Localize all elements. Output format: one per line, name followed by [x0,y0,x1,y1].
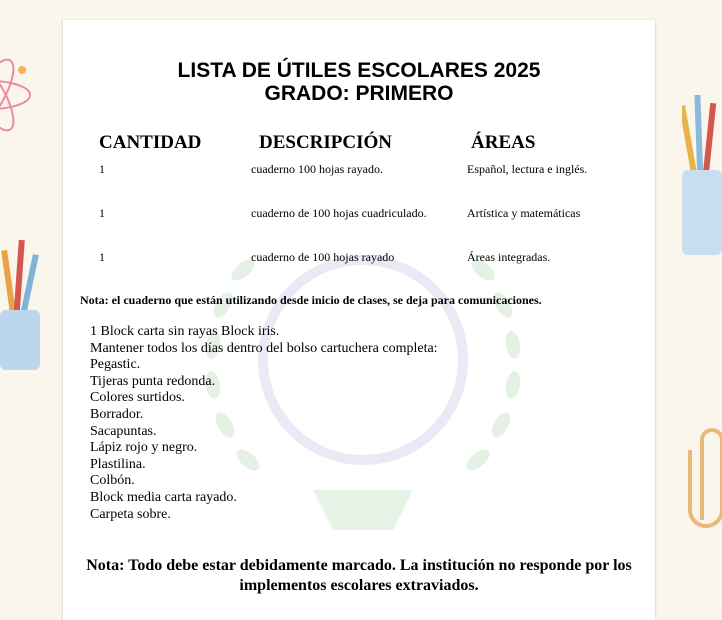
list-item: 1 Block carta sin rayas Block iris. [90,324,280,339]
grade-title: GRADO: PRIMERO [264,82,454,105]
notebook-note: Nota: el cuaderno que están utilizando desde inicio de clases, se deja para comunicaciones. [80,293,542,307]
cell-descripcion: cuaderno de 100 hojas rayado [251,250,395,264]
header-descripcion: DESCRIPCIÓN [259,132,393,153]
cell-areas: Artística y matemáticas [467,206,581,220]
cell-descripcion: cuaderno de 100 hojas cuadriculado. [251,206,427,220]
list-item: Mantener todos los días dentro del bolso cartuchera completa: [90,340,438,356]
list-item: Colbón. [90,473,135,489]
cell-cantidad: 1 [99,250,105,264]
list-item: Tijeras punta redonda. [90,373,216,389]
list-item: Borrador. [90,406,144,422]
cell-areas: Español, lectura e inglés. [467,162,588,176]
document-page [62,20,656,620]
list-item: Plastilina. [90,456,146,472]
atom-icon [0,40,40,150]
header-areas: ÁREAS [471,132,536,153]
cell-areas: Áreas integradas. [467,250,551,264]
document-title: LISTA DE ÚTILES ESCOLARES 2025 [177,59,541,82]
cell-cantidad: 1 [99,206,105,220]
list-item: Block media carta rayado. [90,489,237,505]
list-item: Carpeta sobre. [90,506,171,522]
list-item: Sacapuntas. [90,423,157,439]
pencil-cup-icon [0,240,45,370]
list-item: Pegastic. [90,357,141,373]
final-note: Nota: Todo debe estar debidamente marcado. La institución no responde por los implementos escolares extraviados. [86,557,632,594]
header-cantidad: CANTIDAD [99,132,202,153]
paperclip-icon [682,420,722,530]
cell-cantidad: 1 [99,162,105,176]
pencil-cup-icon [682,95,722,255]
list-item: Colores surtidos. [90,390,185,406]
list-item: Lápiz rojo y negro. [90,440,198,456]
cell-descripcion: cuaderno 100 hojas rayado. [251,162,383,176]
supplies-list [90,324,438,523]
